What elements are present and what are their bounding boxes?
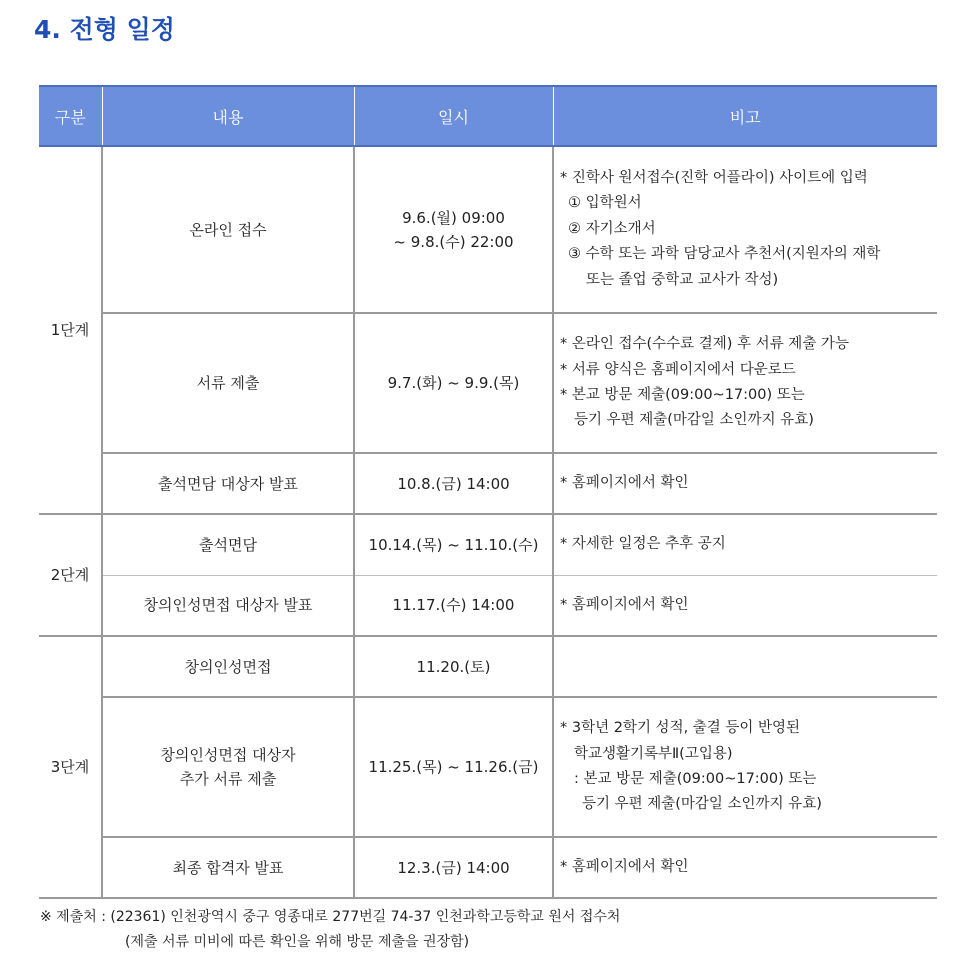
- table-row: [39, 514, 937, 575]
- content-cell: 최종 합격자 발표: [102, 837, 354, 898]
- content-cell: 온라인 접수: [102, 146, 354, 313]
- stage-1-cell: 1단계: [39, 146, 102, 514]
- content-cell: 출석면담 대상자 발표: [102, 453, 354, 514]
- table-header-row: [39, 86, 937, 146]
- date-cell: 11.20.(토): [354, 636, 553, 697]
- table-row: [39, 697, 937, 837]
- note-line: * 서류 양식은 홈페이지에서 다운로드: [560, 361, 796, 378]
- stage-3-cell: 3단계: [39, 636, 102, 898]
- note-cell: [553, 313, 937, 453]
- note-line: * 3학년 2학기 성적, 출결 등이 반영된: [560, 720, 801, 737]
- date-cell: 9.7.(화) ~ 9.9.(목): [354, 313, 553, 453]
- content-line: 추가 서류 제출: [179, 770, 277, 788]
- table-row: [39, 146, 937, 313]
- note-line: ① 입학원서: [568, 195, 642, 212]
- content-cell: 창의인성면접: [102, 636, 354, 697]
- date-cell: 11.25.(목) ~ 11.26.(금): [354, 697, 553, 837]
- footer-line: (제출 서류 미비에 따른 확인을 위해 방문 제출을 권장함): [125, 933, 470, 950]
- page-title: 4. 전형 일정: [34, 15, 175, 44]
- header-note: 비고: [553, 86, 937, 146]
- note-line: : 본교 방문 제출(09:00~17:00) 또는: [574, 771, 817, 787]
- header-content: 내용: [102, 86, 354, 146]
- date-cell: 11.17.(수) 14:00: [354, 575, 553, 636]
- schedule-table: [39, 85, 937, 899]
- note-cell: [553, 146, 937, 313]
- date-line: ~ 9.8.(수) 22:00: [393, 232, 514, 251]
- table-row: [39, 453, 937, 514]
- note-cell: * 자세한 일정은 추후 공지: [553, 514, 937, 575]
- content-line: 창의인성면접 대상자: [160, 746, 296, 764]
- footer-line: ※ 제출처 : (22361) 인천광역시 중구 영종대로 277번길 74-37 인천과학고등학교 원서 접수처: [40, 909, 621, 925]
- table-row: [39, 313, 937, 453]
- header-date: 일시: [354, 86, 553, 146]
- note-cell: [553, 697, 937, 837]
- note-cell: * 홈페이지에서 확인: [553, 453, 937, 514]
- note-line: * 본교 방문 제출(09:00~17:00) 또는: [560, 387, 805, 403]
- note-line: * 온라인 접수(수수료 결제) 후 서류 제출 가능: [560, 336, 849, 353]
- stage-2-cell: 2단계: [39, 514, 102, 636]
- date-cell: 10.8.(금) 14:00: [354, 453, 553, 514]
- note-line: 또는 졸업 중학교 교사가 작성): [586, 271, 779, 288]
- note-line: 등기 우편 제출(마감일 소인까지 유효): [574, 412, 814, 429]
- note-line: * 진학사 원서접수(진학 어플라이) 사이트에 입력: [560, 170, 868, 187]
- note-line: 학교생활기록부Ⅱ(고입용): [574, 745, 733, 762]
- date-cell: [354, 146, 553, 313]
- table-row: [39, 837, 937, 898]
- content-cell: [102, 697, 354, 837]
- table-row: [39, 636, 937, 697]
- header-stage: 구분: [39, 86, 102, 146]
- note-cell: [553, 636, 937, 697]
- content-cell: 서류 제출: [102, 313, 354, 453]
- date-cell: 10.14.(목) ~ 11.10.(수): [354, 514, 553, 575]
- note-line: ② 자기소개서: [568, 220, 656, 237]
- note-cell: * 홈페이지에서 확인: [553, 837, 937, 898]
- note-cell: * 홈페이지에서 확인: [553, 575, 937, 636]
- table-row: [39, 575, 937, 636]
- content-cell: 창의인성면접 대상자 발표: [102, 575, 354, 636]
- date-cell: 12.3.(금) 14:00: [354, 837, 553, 898]
- content-cell: 출석면담: [102, 514, 354, 575]
- note-line: ③ 수학 또는 과학 담당교사 추천서(지원자의 재학: [568, 246, 881, 263]
- note-line: 등기 우편 제출(마감일 소인까지 유효): [582, 796, 822, 813]
- footer-note: [40, 905, 620, 954]
- date-line: 9.6.(월) 09:00: [402, 208, 505, 227]
